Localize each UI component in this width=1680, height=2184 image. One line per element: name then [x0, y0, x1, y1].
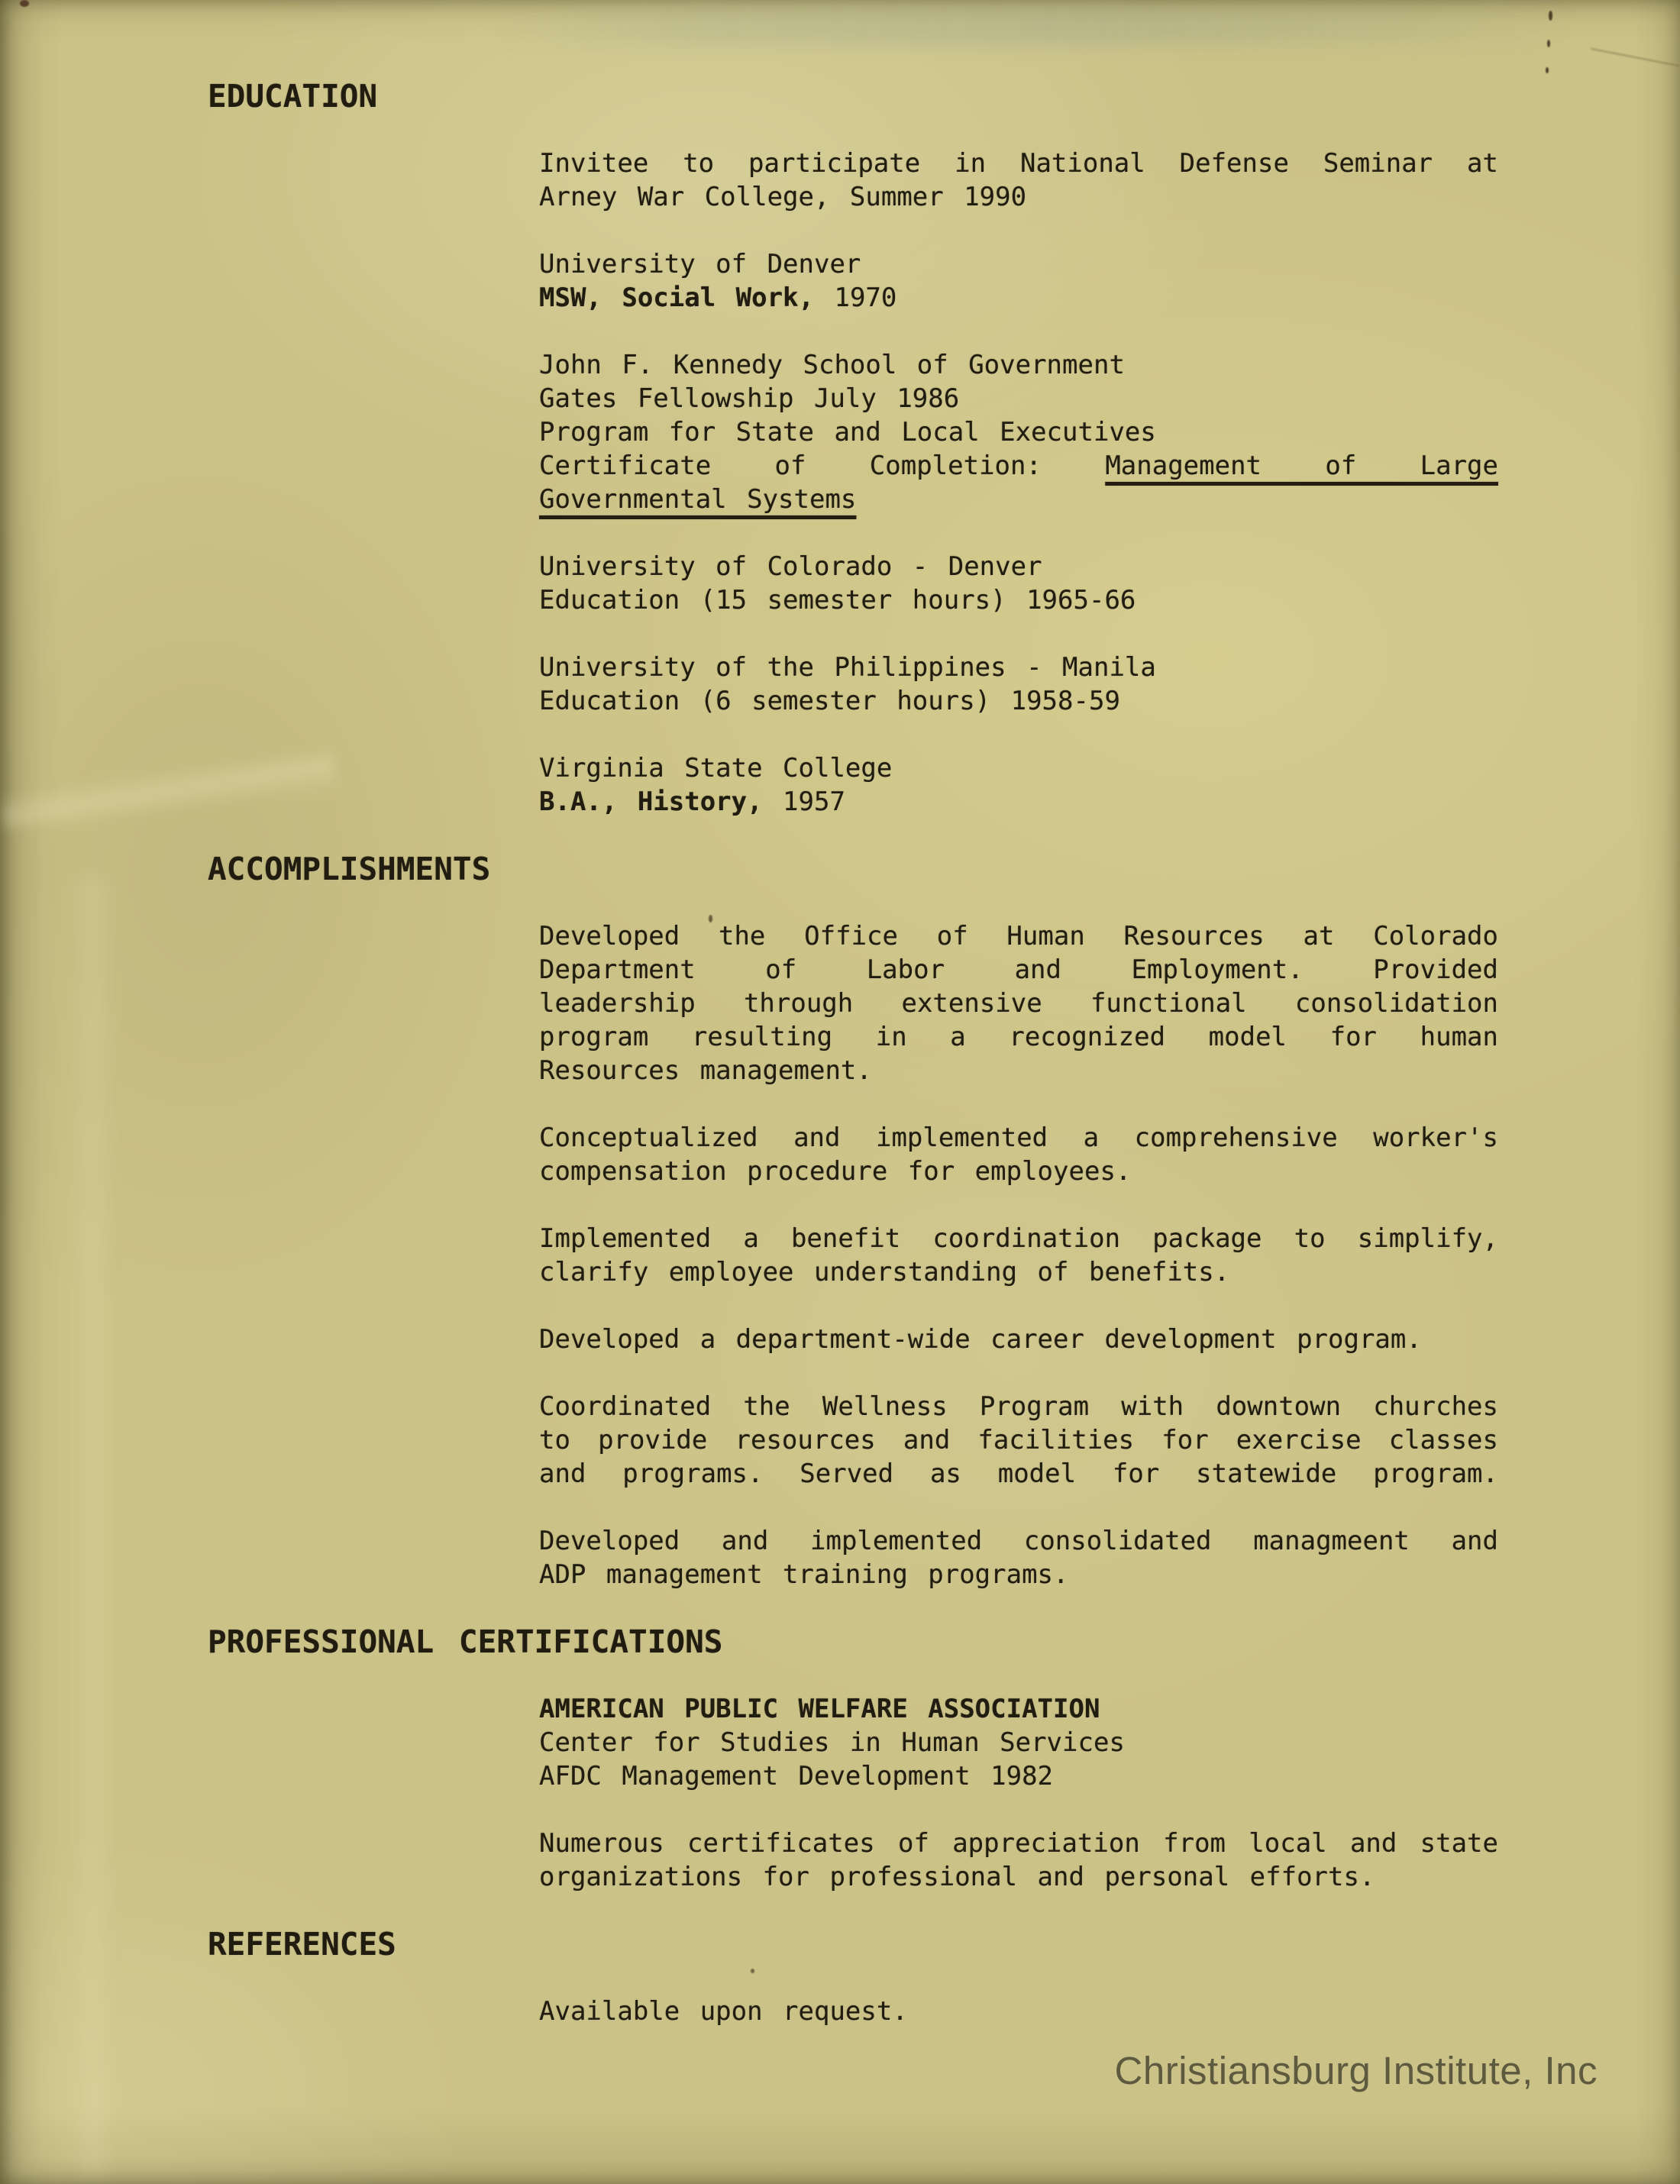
text-line [539, 987, 1498, 1020]
text-segment: Education (6 semester hours) 1958-59 [539, 686, 1120, 716]
text-line [539, 1155, 1498, 1188]
text-line [539, 1827, 1498, 1860]
text-line [539, 953, 1498, 987]
text-segment: Available upon request. [539, 1996, 908, 2027]
paper-speck [1547, 40, 1550, 47]
text-segment: Virginia State College [539, 753, 893, 783]
text-line [539, 1423, 1498, 1457]
text-line [539, 247, 1498, 281]
text-block [539, 348, 1498, 516]
text-block [539, 1323, 1498, 1356]
text-block [539, 919, 1498, 1087]
text-line [539, 1323, 1498, 1356]
text-line [539, 449, 1498, 483]
text-line [539, 919, 1498, 953]
text-block [539, 1390, 1498, 1491]
text-segment: 1957 [762, 787, 845, 817]
text-segment: University of Denver [539, 249, 861, 279]
text-line [539, 1020, 1498, 1054]
text-line [539, 382, 1498, 415]
text-line [539, 751, 1498, 785]
text-segment: Certificate of Completion: [539, 451, 1106, 481]
text-line [539, 1726, 1498, 1759]
text-segment: AMERICAN PUBLIC WELFARE ASSOCIATION [539, 1694, 1100, 1724]
text-segment: compensation procedure for employees. [539, 1156, 1132, 1187]
text-line [539, 1995, 1498, 2028]
text-line [539, 1692, 1498, 1726]
text-line [539, 348, 1498, 382]
text-line [539, 180, 1498, 214]
text-line [539, 1457, 1498, 1491]
text-line [539, 1121, 1498, 1155]
text-segment: ADP management training programs. [539, 1559, 1069, 1590]
text-segment: to provide resources and facilities for exercise classes [539, 1425, 1498, 1455]
text-segment: John F. Kennedy School of Government [539, 350, 1125, 380]
text-segment: Developed the Office of Human Resources at Colorado [539, 921, 1498, 951]
text-segment: Center for Studies in Human Services [539, 1727, 1125, 1758]
text-segment: Gates Fellowship July 1986 [539, 383, 960, 414]
text-block [539, 651, 1498, 718]
text-block [539, 1121, 1498, 1188]
text-segment: Invitee to participate in National Defense Seminar at [539, 148, 1498, 179]
text-line [539, 1222, 1498, 1255]
text-line [539, 415, 1498, 449]
text-segment: organizations for professional and personal efforts. [539, 1862, 1375, 1892]
text-block [539, 751, 1498, 819]
text-segment: Education (15 semester hours) 1965-66 [539, 585, 1136, 615]
paper-speck [1546, 67, 1549, 73]
text-segment: Developed and implemented consolidated managmeent and [539, 1526, 1498, 1556]
section-heading-professional-certifications: PROFESSIONAL CERTIFICATIONS [208, 1623, 723, 1660]
text-segment: University of Colorado - Denver [539, 551, 1042, 582]
text-segment: Department of Labor and Employment. Provided [539, 955, 1498, 985]
watermark-text: Christiansburg Institute, Inc [1114, 2049, 1598, 2092]
text-line [539, 483, 1498, 516]
text-segment: B.A., History, [539, 787, 763, 817]
text-line [539, 1860, 1498, 1894]
section-heading-education: EDUCATION [208, 78, 378, 115]
text-segment: Governmental Systems [539, 484, 857, 515]
section-heading-accomplishments: ACCOMPLISHMENTS [208, 851, 491, 887]
text-block [539, 550, 1498, 617]
text-line [539, 1558, 1498, 1591]
text-segment: Numerous certificates of appreciation from local and state [539, 1828, 1498, 1859]
text-segment: leadership through extensive functional consolidation [539, 988, 1498, 1019]
text-line [539, 583, 1498, 617]
text-block [539, 247, 1498, 315]
paper-speck [1549, 11, 1552, 21]
section-heading-references: REFERENCES [208, 1926, 396, 1963]
text-line [539, 1054, 1498, 1087]
text-line [539, 1759, 1498, 1793]
text-segment: AFDC Management Development 1982 [539, 1761, 1054, 1791]
text-line [539, 1255, 1498, 1289]
text-line [539, 147, 1498, 180]
text-segment: Implemented a benefit coordination package to simplify, [539, 1223, 1498, 1254]
text-segment: and programs. Served as model for statewide program. [539, 1459, 1498, 1489]
text-block [539, 1222, 1498, 1289]
text-line [539, 1524, 1498, 1558]
text-line [539, 785, 1498, 819]
text-line [539, 281, 1498, 315]
ink-bleed-smudge [489, 6, 1573, 47]
text-line [539, 684, 1498, 718]
text-segment: Coordinated the Wellness Program with downtown churches [539, 1391, 1498, 1422]
text-block [539, 1827, 1498, 1894]
text-segment: program resulting in a recognized model for human [539, 1022, 1498, 1052]
text-block [539, 1995, 1498, 2028]
text-block [539, 1692, 1498, 1793]
text-line [539, 651, 1498, 684]
text-line [539, 550, 1498, 583]
text-line [539, 1390, 1498, 1423]
text-segment: Management of Large [1105, 451, 1498, 481]
paper-scratch [1591, 48, 1679, 66]
text-segment: Conceptualized and implemented a comprehensive worker's [539, 1123, 1498, 1153]
text-segment: 1970 [814, 283, 897, 313]
text-segment: clarify employee understanding of benefits. [539, 1257, 1230, 1287]
text-block [539, 147, 1498, 214]
text-segment: Developed a department-wide career development program. [539, 1324, 1422, 1355]
text-segment: MSW, Social Work, [539, 283, 814, 313]
resume-document [0, 79, 1680, 2062]
paper-speck [20, 0, 29, 7]
text-segment: Resources management. [539, 1055, 872, 1086]
text-segment: Program for State and Local Executives [539, 417, 1156, 447]
text-segment: University of the Philippines - Manila [539, 652, 1156, 683]
text-segment: Arney War College, Summer 1990 [539, 182, 1027, 212]
text-block [539, 1524, 1498, 1591]
